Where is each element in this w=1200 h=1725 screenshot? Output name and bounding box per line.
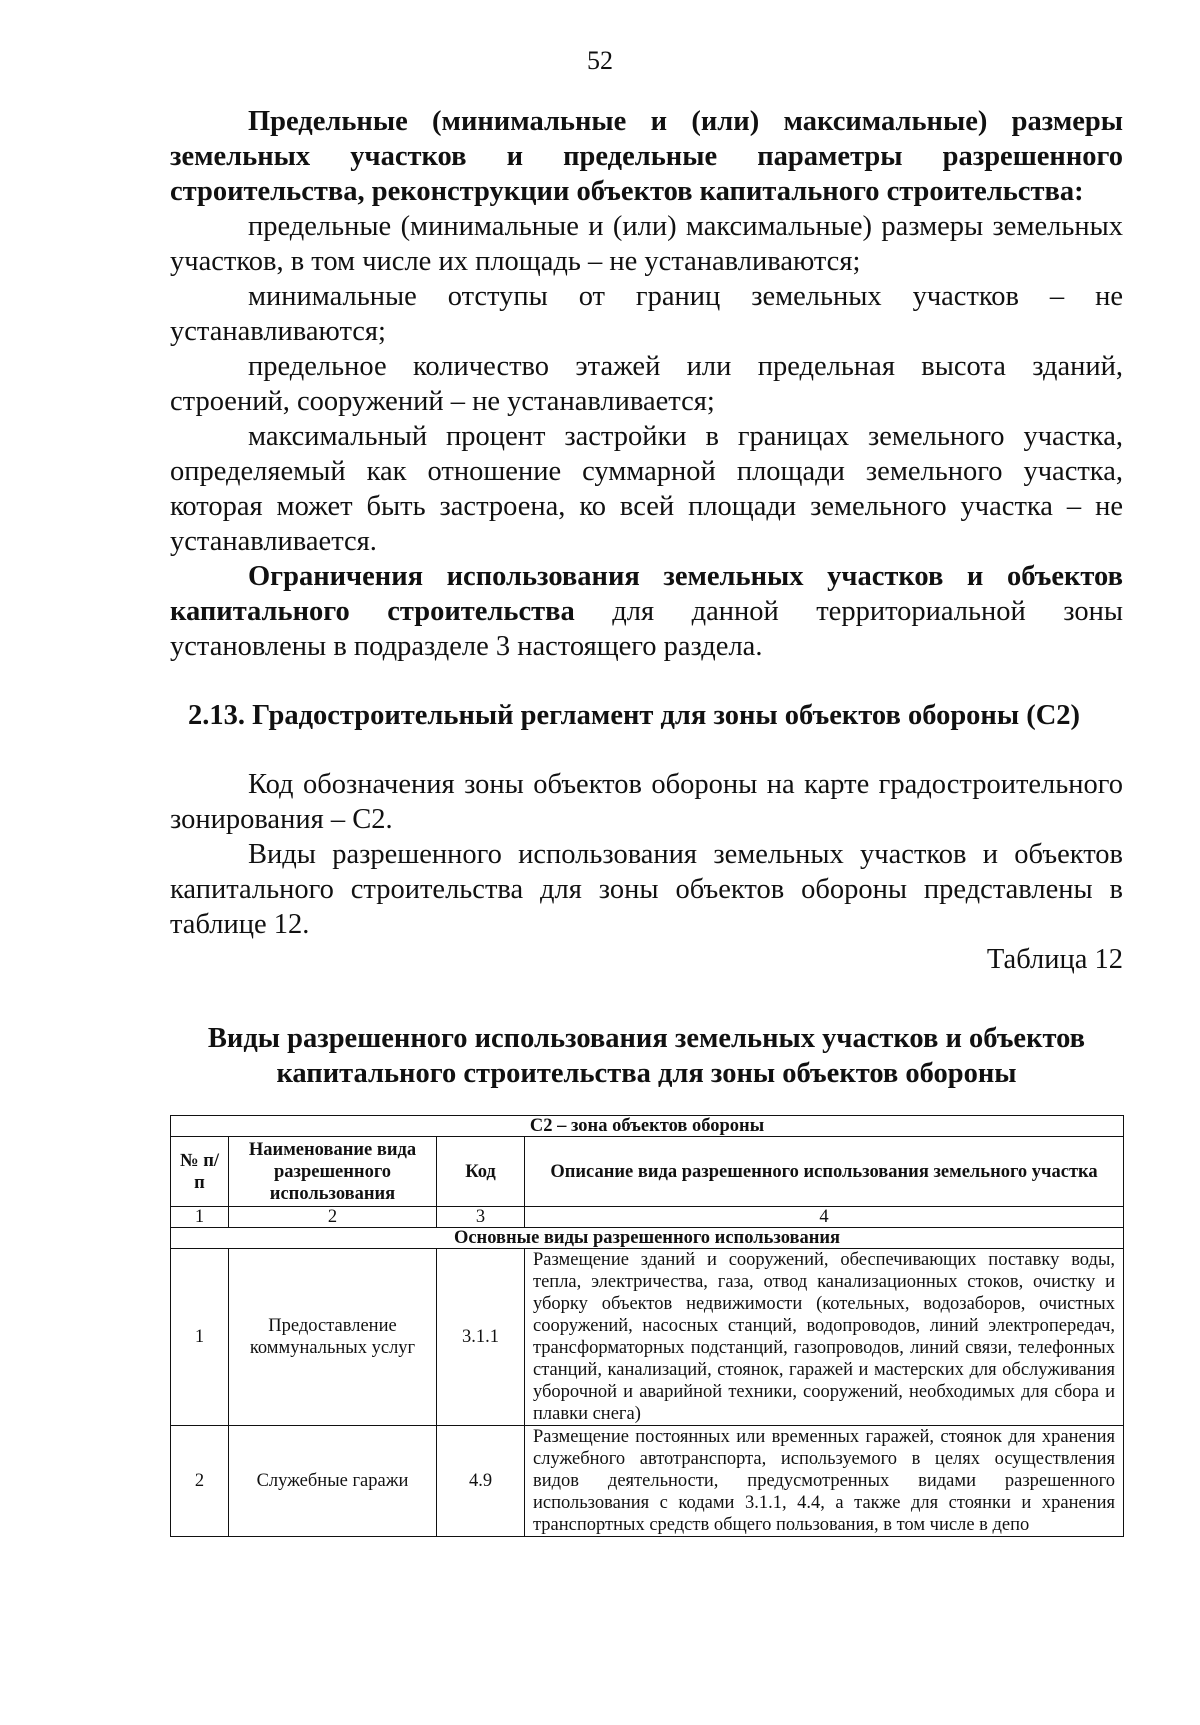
col-header-code: Код [437, 1137, 525, 1207]
intro-item-1: предельные (минимальные и (или) максимальные) размеры земельных участков, в том числе их площадь – не устанавливаются; [170, 211, 1123, 277]
row-num: 1 [171, 1249, 229, 1426]
row-name: Служебные гаражи [229, 1426, 437, 1537]
page-number: 52 [587, 46, 613, 75]
col-number: 1 [171, 1207, 229, 1228]
table-title: Виды разрешенного использования земельных участков и объектов капитального строительства для зоны объектов обороны [207, 1023, 1086, 1089]
col-header-name: Наименование вида разрешенного использования [229, 1137, 437, 1207]
row-code: 3.1.1 [437, 1249, 525, 1426]
intro-item-4: максимальный процент застройки в границах земельного участка, определяемый как отношение суммарной площади земельного участка, которая может быть застроена, ко всей площади земельного участка – не устанавливается. [170, 421, 1123, 557]
zone-header: С2 – зона объектов обороны [171, 1116, 1124, 1137]
table-row [171, 1426, 1124, 1537]
row-desc: Размещение зданий и сооружений, обеспечивающих поставку воды, тепла, электричества, газа, отвод канализационных стоков, очистку и уборку объектов недвижимости (котельных, водозаборов, очистных сооружений, насосных станций, водопроводов, линий электропередач, трансформаторных подстанций, газопроводов, линий связи, телефонных станций, канализаций, стоянок, гаражей и мастерских для обслуживания уборочной и аварийной техники, сооружений, необходимых для сбора и плавки снега) [525, 1249, 1124, 1426]
main-types-header: Основные виды разрешенного использования [171, 1228, 1124, 1249]
intro-item-3: предельное количество этажей или предельная высота зданий, строений, сооружений – не устанавливается; [170, 351, 1123, 417]
col-number: 3 [437, 1207, 525, 1228]
col-header-num: № п/п [171, 1137, 229, 1207]
col-number: 2 [229, 1207, 437, 1228]
col-number: 4 [525, 1207, 1124, 1228]
restriction-paragraph [170, 559, 1123, 664]
row-num: 2 [171, 1426, 229, 1537]
zones-table [170, 1115, 1124, 1537]
page-content [170, 104, 1123, 1091]
intro-heading: Предельные (минимальные и (или) максимальные) размеры земельных участков и предельные параметры разрешенного строительства, реконструкции объектов капитального строительства: [170, 106, 1123, 207]
restriction-bold-text: Ограничения использования земельных участков и объектов капитального строительства [170, 561, 1123, 627]
section-paragraph-1: Код обозначения зоны объектов обороны на карте градостроительного зонирования – С2. [170, 769, 1123, 835]
row-name: Предоставление коммунальных услуг [229, 1249, 437, 1426]
restriction-text: для данной территориальной зоны установлены в подразделе 3 настоящего раздела. [170, 596, 1123, 662]
table-container [170, 1115, 1124, 1537]
section-heading: 2.13. Градостроительный регламент для зоны объектов обороны (С2) [188, 700, 1081, 731]
section-paragraph-2: Виды разрешенного использования земельных участков и объектов капитального строительства для зоны объектов обороны представлены в таблице 12. [170, 839, 1123, 940]
table-label: Таблица 12 [986, 944, 1123, 975]
row-code: 4.9 [437, 1426, 525, 1537]
col-header-desc: Описание вида разрешенного использования земельного участка [525, 1137, 1124, 1207]
intro-item-2: минимальные отступы от границ земельных участков – не устанавливаются; [170, 281, 1123, 347]
row-desc: Размещение постоянных или временных гаражей, стоянок для хранения служебного автотранспорта, используемого в целях осуществления видов деятельности, предусмотренных видами разрешенного использования с кодами 3.1.1, 4.4, а также для стоянки и хранения транспортных средств общего пользования, в том числе в депо [525, 1426, 1124, 1537]
table-row [171, 1249, 1124, 1426]
